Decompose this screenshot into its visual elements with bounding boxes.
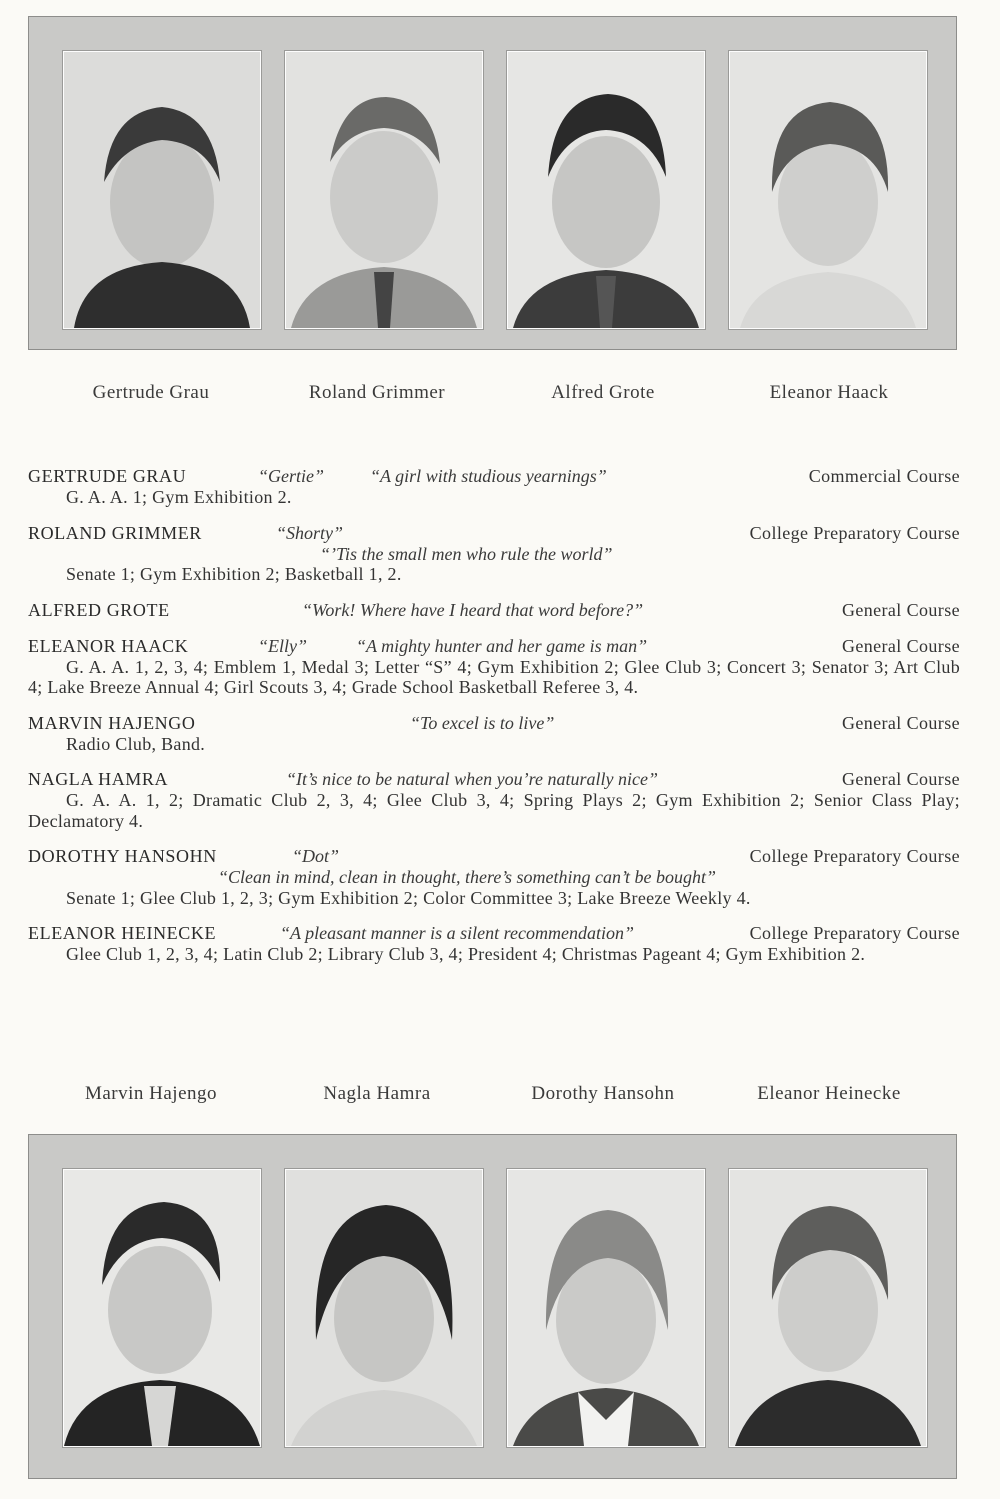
student-name: NAGLA HAMRA	[28, 769, 169, 789]
activities: G. A. A. 1; Gym Exhibition 2.	[66, 487, 292, 507]
caption: Dorothy Hansohn	[531, 1083, 675, 1104]
course: College Preparatory Course	[749, 846, 960, 866]
entry-roland-grimmer	[28, 523, 960, 585]
activities: Senate 1; Gym Exhibition 2; Basketball 1, 2.	[66, 564, 402, 584]
student-name: ROLAND GRIMMER	[28, 522, 202, 543]
nickname: “Dot”	[292, 846, 340, 866]
entry-eleanor-heinecke	[28, 923, 960, 965]
student-name: GERTRUDE GRAU	[28, 466, 187, 486]
student-name: ELEANOR HEINECKE	[28, 923, 217, 943]
course: General Course	[841, 712, 960, 733]
quote: “To excel is to live”	[410, 712, 555, 733]
student-name: DOROTHY HANSOHN	[28, 846, 217, 866]
senior-entries	[28, 466, 960, 980]
student-name: ALFRED GROTE	[28, 599, 170, 620]
course: General Course	[841, 635, 960, 656]
course: General Course	[841, 599, 960, 620]
quote: “Clean in mind, clean in thought, there’s something can’t be bought”	[218, 867, 716, 887]
portrait-photo-eleanor-heinecke	[729, 1169, 927, 1447]
portrait-photo-alfred-grote	[507, 51, 705, 329]
quote: “’Tis the small men who rule the world”	[320, 543, 613, 564]
caption: Eleanor Haack	[769, 382, 889, 403]
student-name: ELEANOR HAACK	[28, 635, 189, 656]
portrait-photo-gertrude-grau	[63, 51, 261, 329]
caption: Gertrude Grau	[92, 382, 210, 403]
activities: G. A. A. 1, 2; Dramatic Club 2, 3, 4; Glee Club 3, 4; Spring Plays 2; Gym Exhibition 2; Senior Class Play; Declamatory 4.	[28, 790, 960, 831]
top-caption-row	[28, 382, 957, 412]
activities: Radio Club, Band.	[66, 733, 206, 754]
portrait-photo-dorothy-hansohn	[507, 1169, 705, 1447]
quote: “It’s nice to be natural when you’re naturally nice”	[286, 769, 658, 789]
caption: Alfred Grote	[551, 382, 655, 403]
portrait-photo-marvin-hajengo	[63, 1169, 261, 1447]
quote: “A pleasant manner is a silent recommendation”	[280, 923, 634, 943]
course: College Preparatory Course	[749, 522, 960, 543]
quote: “A mighty hunter and her game is man”	[356, 635, 648, 656]
bottom-caption-row	[28, 1083, 957, 1113]
quote: “Work! Where have I heard that word before?”	[302, 599, 644, 620]
caption: Marvin Hajengo	[84, 1083, 218, 1104]
course: General Course	[841, 769, 960, 789]
quote: “A girl with studious yearnings”	[370, 466, 607, 486]
bottom-photo-panel	[28, 1134, 957, 1479]
entry-dorothy-hansohn	[28, 846, 960, 908]
activities: G. A. A. 1, 2, 3, 4; Emblem 1, Medal 3; Letter “S” 4; Gym Exhibition 2; Glee Club 3; Concert 3; Senator 3; Art Club 4; Lake Breeze Annual 4; Girl Scouts 3, 4; Grade School Basketball Referee 3, 4.	[28, 656, 960, 697]
portrait-photo-nagla-hamra	[285, 1169, 483, 1447]
portrait-photo-eleanor-haack	[729, 51, 927, 329]
entry-alfred-grote	[28, 600, 960, 621]
nickname: “Shorty”	[276, 522, 344, 543]
nickname: “Gertie”	[258, 466, 325, 486]
portrait-photo-roland-grimmer	[285, 51, 483, 329]
entry-eleanor-haack	[28, 636, 960, 698]
entry-gertrude-grau	[28, 466, 960, 508]
entry-marvin-hajengo	[28, 713, 960, 755]
entry-nagla-hamra	[28, 769, 960, 831]
caption: Eleanor Heinecke	[757, 1083, 901, 1104]
caption: Roland Grimmer	[308, 382, 446, 403]
student-name: MARVIN HAJENGO	[28, 712, 196, 733]
caption: Nagla Hamra	[323, 1083, 431, 1104]
activities: Senate 1; Glee Club 1, 2, 3; Gym Exhibition 2; Color Committee 3; Lake Breeze Weekly 4.	[66, 887, 751, 908]
course: Commercial Course	[808, 466, 960, 486]
nickname: “Elly”	[258, 635, 308, 656]
top-photo-panel	[28, 16, 957, 350]
activities: Glee Club 1, 2, 3, 4; Latin Club 2; Library Club 3, 4; President 4; Christmas Pageant 4; Gym Exhibition 2.	[66, 944, 866, 964]
course: College Preparatory Course	[749, 923, 960, 943]
